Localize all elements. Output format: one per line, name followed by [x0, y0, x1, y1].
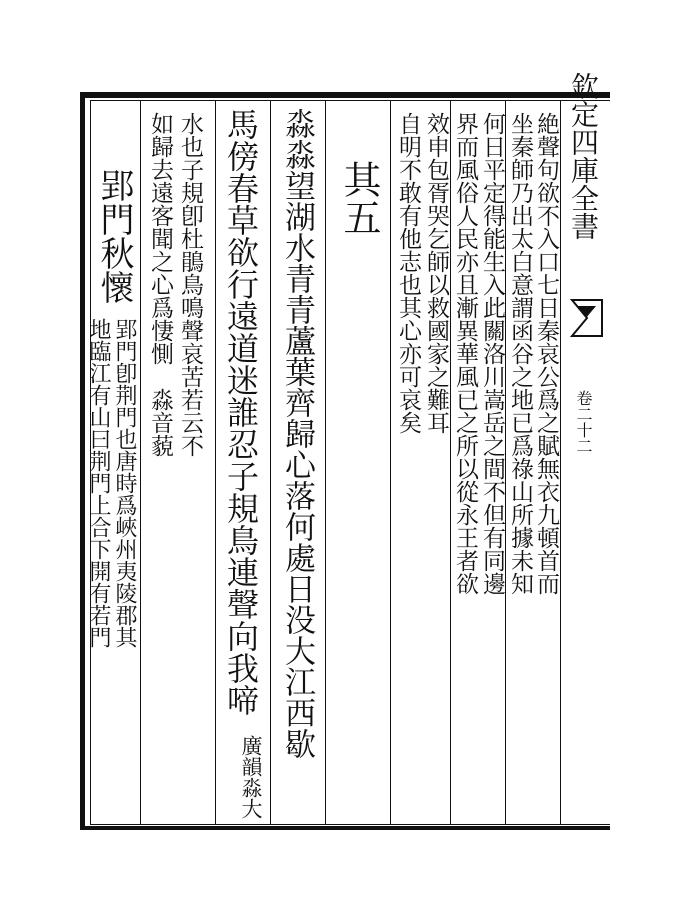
text-column-1: 絶聲句欲不入口七日秦哀公爲之賦無衣九頓首而: [533, 112, 559, 595]
poem-note-start: 廣韻淼大: [239, 735, 263, 819]
volume-label: 卷二十二: [574, 390, 593, 454]
text-column-3: 何日平定得能生入此關洛川嵩岳之間不但有同邊: [479, 112, 505, 595]
text-column-5: 效申包胥哭乞師以救國家之難耳: [423, 112, 449, 434]
book-title: 欽定四庫全書: [567, 72, 600, 240]
column-rule: [390, 100, 391, 825]
note-column-1: 水也子規卽杜鵑鳥鳴聲哀苦若云不: [177, 112, 203, 457]
poem-line-2: 馬傍春草欲行遠道迷誰忍子規鳥連聲向我啼: [222, 108, 260, 716]
poem-line-1: 淼淼望湖水青青蘆葉齊歸心落何處日没大江西歇: [279, 108, 315, 759]
text-column-4: 界而風俗人民亦且漸異華風已之所以從永王者欲: [452, 112, 478, 595]
column-rule: [140, 100, 141, 825]
fish-tail-mark-icon: [570, 298, 604, 338]
column-rule: [270, 100, 271, 825]
column-rule: [450, 100, 451, 825]
note-column-2: 如歸去遠客聞之心爲悽惻 淼音藐: [147, 112, 173, 457]
column-rule: [215, 100, 216, 825]
column-rule: [325, 100, 326, 825]
next-note-column-2: 地臨江有山曰荆門上合下開有若門: [86, 318, 111, 648]
column-rule: [560, 100, 561, 825]
column-rule: [505, 100, 506, 825]
next-note-column-1: 郢門卽荆門也唐時爲峽州夷陵郡其: [112, 318, 137, 648]
next-poem-title: 郢門秋懷: [94, 168, 134, 304]
poem-heading: 其五: [337, 160, 381, 236]
text-column-6: 自明不敢有他志也其心亦可哀矣: [395, 112, 421, 434]
text-column-2: 坐秦師乃出太白意謂函谷之地已爲祿山所據未知: [507, 112, 533, 595]
